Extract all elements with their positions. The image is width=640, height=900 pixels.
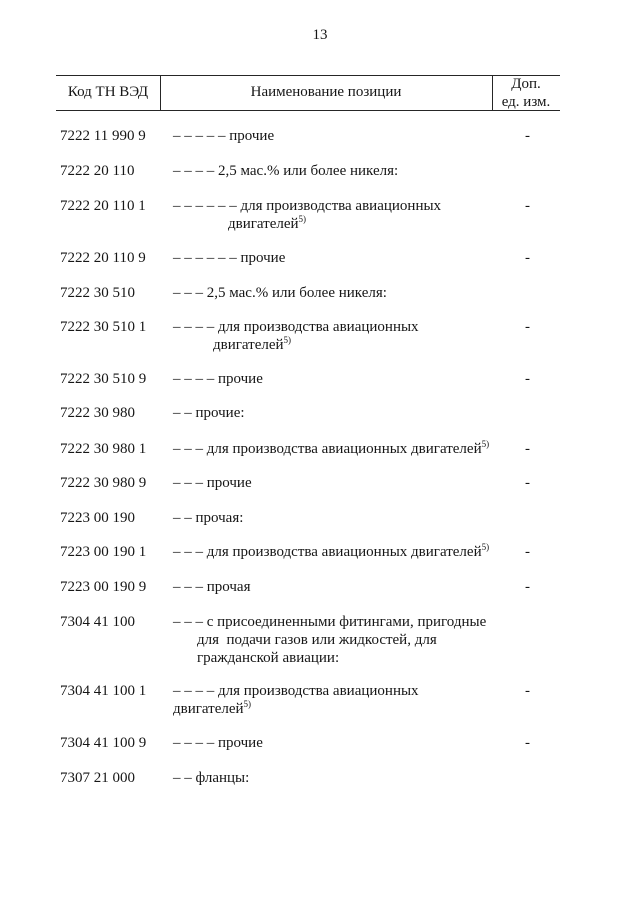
footnote-ref: 5) [243,698,252,709]
row-name-line [173,334,419,355]
row-code: 7222 30 510 9 [60,371,147,387]
row-name-text: двигателей [213,336,284,353]
header-unit-line1: Доп. [511,76,541,92]
row-code: 7307 21 000 [60,770,135,786]
row-name [173,510,243,528]
footnote-ref: 5) [481,542,490,552]
row-unit: - [525,198,530,214]
row-name-line [173,441,489,459]
row-name [173,128,274,146]
row-name [173,735,263,753]
page-number: 13 [312,27,328,43]
row-name-line: – – – – – прочие [173,128,275,144]
row-name [173,319,419,354]
row-name-line: – – – с присоединенными фитингами, пригодные [173,614,487,630]
footnote-ref: 5) [283,334,292,345]
row-name-line: – – – – – – прочие [173,250,286,266]
row-code: 7222 30 980 1 [60,441,147,457]
row-name-line: – – – – прочие [173,735,263,751]
row-unit: - [525,128,530,144]
row-name [173,250,285,268]
row-name [173,285,387,303]
row-name-line [173,544,489,562]
header-top-rule [56,75,560,76]
row-name-line: – – – прочая [173,579,251,595]
row-name [173,405,245,423]
row-name-line: – – прочие: [173,405,245,421]
row-name [173,683,419,718]
row-code: 7223 00 190 1 [60,544,147,560]
row-name-line: – – – прочие [173,475,252,491]
row-name-line: – – прочая: [173,510,244,526]
row-unit: - [525,441,530,457]
row-unit: - [525,544,530,560]
row-unit: - [525,319,530,335]
row-code: 7222 20 110 [60,163,135,179]
row-code: 7222 30 510 [60,285,135,301]
row-code: 7222 30 980 [60,405,135,421]
row-name [173,163,398,181]
row-code: 7222 20 110 1 [60,198,146,214]
row-unit: - [525,250,530,266]
row-code: 7222 11 990 9 [60,128,146,144]
row-name-line: – – – 2,5 мас.% или более никеля: [173,285,387,301]
header-bottom-rule [56,110,560,111]
row-name-text: двигателей [228,215,299,232]
row-name-line: – – – – для производства авиационных [173,319,419,335]
row-unit: - [525,735,530,751]
header-name: Наименование позиции [250,84,402,100]
row-name-line: – – – – – – для производства авиационных [173,198,442,214]
header-unit [492,75,560,111]
row-unit: - [525,371,530,387]
row-name-line: гражданской авиации: [197,650,340,666]
row-code: 7223 00 190 [60,510,135,526]
row-name [173,579,251,597]
row-name-line: – – фланцы: [173,770,250,786]
row-name [173,770,249,788]
footnote-ref: 5) [298,213,307,224]
row-code: 7222 30 980 9 [60,475,147,491]
row-unit: - [525,579,530,595]
row-name [173,198,441,233]
row-name-line: – – – – для производства авиационных [173,683,419,699]
row-name [173,475,252,493]
row-name [173,441,489,459]
row-name-text: – – – для производства авиационных двигателей [173,441,482,457]
row-name-text: – – – для производства авиационных двигателей [173,544,482,560]
header-code: Код ТН ВЭД [67,84,149,100]
row-name-line: для подачи газов или жидкостей, для [197,632,437,648]
row-unit: - [525,683,530,699]
row-code: 7304 41 100 [60,614,135,630]
footnote-ref: 5) [481,439,490,449]
row-name-line: – – – – 2,5 мас.% или более никеля: [173,163,399,179]
row-unit: - [525,475,530,491]
row-code: 7304 41 100 1 [60,683,147,699]
row-name-line [173,213,441,234]
row-code: 7223 00 190 9 [60,579,147,595]
row-name [173,613,486,667]
row-name-line: – – – – прочие [173,371,263,387]
header-unit-line2: ед. изм. [501,94,551,110]
row-name [173,371,263,389]
row-code: 7304 41 100 9 [60,735,147,751]
row-code: 7222 30 510 1 [60,319,147,335]
row-name [173,544,489,562]
row-name-line [173,698,419,719]
row-code: 7222 20 110 9 [60,250,146,266]
row-name-text: двигателей [173,700,244,717]
